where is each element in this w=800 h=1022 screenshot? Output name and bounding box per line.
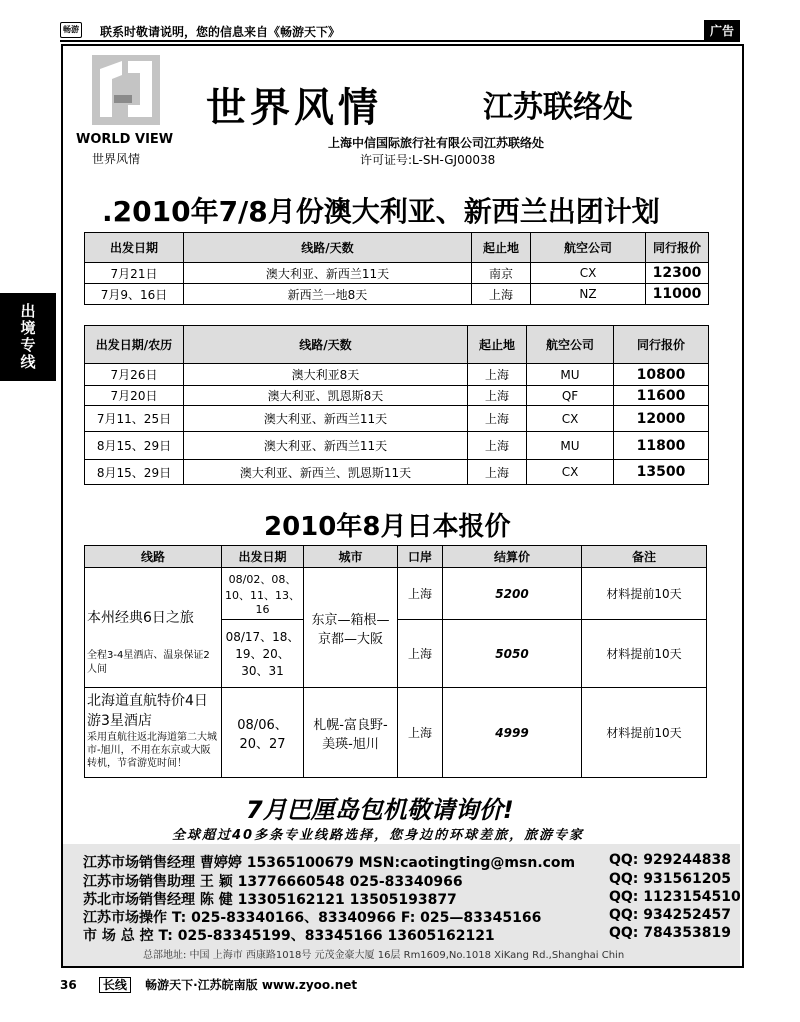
cell-dates: 08/17、18、19、20、30、31	[222, 620, 304, 688]
col-header: 城市	[304, 546, 398, 568]
cell-port: 上海	[468, 386, 527, 406]
table-row	[85, 432, 709, 460]
table-row	[85, 406, 709, 432]
cell-route: 澳大利亚、凯恩斯8天	[184, 386, 468, 406]
aus-table-1	[84, 232, 709, 305]
magazine-logo: 畅游	[60, 22, 82, 38]
cell-price: 5050	[443, 620, 582, 688]
page-number: 36	[60, 978, 77, 992]
cell-date: 7月11、25日	[85, 406, 184, 432]
contact-qq: QQ: 1123154510	[609, 889, 741, 905]
contact-qq: QQ: 934252457	[609, 907, 731, 923]
section-label: 长线	[99, 977, 131, 993]
cell-port: 上海	[398, 688, 443, 778]
col-header: 线路/天数	[184, 326, 468, 364]
cell-remark: 材料提前10天	[582, 568, 707, 620]
col-header: 起止地	[472, 233, 531, 263]
col-header: 结算价	[443, 546, 582, 568]
bali-charter-heading: 7月巴厘岛包机敬请询价!	[246, 796, 514, 824]
cell-airline: MU	[527, 364, 614, 386]
col-header: 出发日期	[85, 233, 184, 263]
cell-route: 澳大利亚、新西兰、凯恩斯11天	[184, 460, 468, 485]
table-row	[85, 284, 709, 305]
route2-name: 北海道直航特价4日游3星酒店	[87, 693, 208, 729]
cell-port: 上海	[468, 364, 527, 386]
japan-table	[84, 545, 707, 778]
japan-title: 2010年8月日本报价	[264, 512, 511, 542]
brand-title: 世界风情	[206, 84, 382, 131]
office-title: 江苏联络处	[483, 90, 633, 125]
col-header: 起止地	[468, 326, 527, 364]
aus-nz-title: .2010年7/8月份澳大利亚、新西兰出团计划	[102, 195, 660, 228]
col-header: 航空公司	[531, 233, 646, 263]
cell-date: 8月15、29日	[85, 432, 184, 460]
route1-city: 东京—箱根—京都—大阪	[304, 568, 398, 688]
col-header: 线路	[85, 546, 222, 568]
table-row	[85, 460, 709, 485]
world-view-logo-icon	[92, 55, 160, 125]
cell-price: 12300	[646, 263, 709, 284]
col-header: 出发日期	[222, 546, 304, 568]
cell-price: 11600	[614, 386, 709, 406]
cell-airline: NZ	[531, 284, 646, 305]
cell-price: 11000	[646, 284, 709, 305]
license-number: 许可证号:L-SH-GJ00038	[360, 153, 496, 167]
cell-date: 8月15、29日	[85, 460, 184, 485]
logo-chinese: 世界风情	[92, 152, 141, 166]
cell-price: 10800	[614, 364, 709, 386]
route2-cell	[85, 688, 222, 778]
contact-line: 苏北市场销售经理 陈 健 13305162121 13505193877	[83, 892, 457, 908]
cell-route: 澳大利亚8天	[184, 364, 468, 386]
cell-port: 上海	[398, 568, 443, 620]
cell-airline: MU	[527, 432, 614, 460]
table-row	[85, 688, 707, 778]
col-header: 出发日期/农历	[85, 326, 184, 364]
route1-cell	[85, 568, 222, 688]
ad-tag: 广告	[704, 20, 740, 41]
route1-note: 全程3-4星酒店、温泉保证2人间	[87, 649, 210, 675]
cell-remark: 材料提前10天	[582, 620, 707, 688]
col-header: 备注	[582, 546, 707, 568]
contact-line: 江苏市场操作 T: 025-83340166、83340966 F: 025—83345166	[83, 910, 542, 926]
table-row	[85, 364, 709, 386]
cell-port: 上海	[468, 432, 527, 460]
cell-airline: CX	[527, 406, 614, 432]
slogan: 全球超过40多条专业线路选择，您身边的环球差旅，旅游专家	[172, 828, 585, 843]
contact-line: 江苏市场销售助理 王 颖 13776660548 025-83340966	[83, 874, 463, 890]
source-note: 联系时敬请说明，您的信息来自《畅游天下》	[100, 25, 341, 39]
footer	[60, 976, 357, 993]
col-header: 航空公司	[527, 326, 614, 364]
col-header: 同行报价	[614, 326, 709, 364]
cell-dates: 08/02、08、10、11、13、16	[222, 568, 304, 620]
cell-port: 上海	[468, 406, 527, 432]
top-bar	[60, 20, 740, 42]
cell-date: 7月20日	[85, 386, 184, 406]
contact-qq: QQ: 931561205	[609, 871, 731, 887]
contact-qq: QQ: 929244838	[609, 852, 731, 868]
cell-date: 7月21日	[85, 263, 184, 284]
contact-line: 江苏市场销售经理 曹婷婷 15365100679 MSN:caotingting@msn.com	[83, 855, 576, 871]
cell-price: 5200	[443, 568, 582, 620]
cell-remark: 材料提前10天	[582, 688, 707, 778]
route2-note: 采用直航往返北海道第二大城市-旭川，不用在东京或大阪转机，节省游览时间！	[87, 732, 217, 769]
col-header: 线路/天数	[184, 233, 472, 263]
aus-table-2	[84, 325, 709, 485]
cell-route: 澳大利亚、新西兰11天	[184, 263, 472, 284]
contact-panel	[63, 844, 740, 966]
cell-route: 澳大利亚、新西兰11天	[184, 406, 468, 432]
cell-port: 上海	[472, 284, 531, 305]
cell-date: 7月9、16日	[85, 284, 184, 305]
table-row	[85, 386, 709, 406]
cell-price: 4999	[443, 688, 582, 778]
cell-price: 12000	[614, 406, 709, 432]
cell-route: 新西兰一地8天	[184, 284, 472, 305]
cell-city: 札幌-富良野-美瑛-旭川	[304, 688, 398, 778]
cell-price: 11800	[614, 432, 709, 460]
cell-date: 7月26日	[85, 364, 184, 386]
company-name: 上海中信国际旅行社有限公司江苏联络处	[328, 136, 545, 150]
cell-airline: QF	[527, 386, 614, 406]
col-header: 口岸	[398, 546, 443, 568]
side-tab: 出境专线	[0, 293, 56, 381]
cell-dates: 08/06、20、27	[222, 688, 304, 778]
cell-airline: CX	[527, 460, 614, 485]
cell-airline: CX	[531, 263, 646, 284]
cell-port: 上海	[468, 460, 527, 485]
contact-line: 市 场 总 控 T: 025-83345199、83345166 13605162121	[83, 928, 495, 944]
table-row	[85, 263, 709, 284]
cell-route: 澳大利亚、新西兰11天	[184, 432, 468, 460]
cell-price: 13500	[614, 460, 709, 485]
table-row	[85, 568, 707, 620]
cell-port: 南京	[472, 263, 531, 284]
contact-qq: QQ: 784353819	[609, 925, 731, 941]
hq-address: 总部地址: 中国 上海市 西康路1018号 元茂金豪大厦 16层 Rm1609,No.1018 XiKang Rd.,Shanghai Chin	[143, 950, 625, 961]
footer-text: 畅游天下·江苏皖南版 www.zyoo.net	[145, 978, 358, 992]
col-header: 同行报价	[646, 233, 709, 263]
route1-name: 本州经典6日之旅	[87, 609, 194, 626]
logo-english: WORLD VIEW	[76, 132, 174, 147]
cell-port: 上海	[398, 620, 443, 688]
